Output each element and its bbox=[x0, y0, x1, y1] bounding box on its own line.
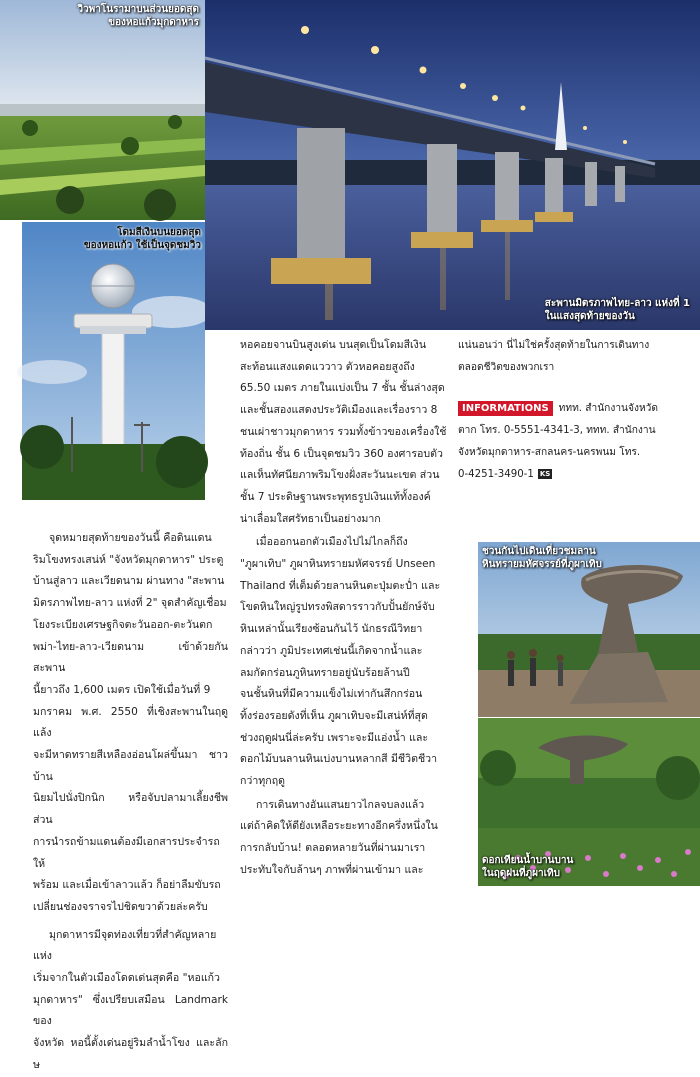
text-line: น่าเลื่อมใสศรัทธาเป็นอย่างมาก bbox=[240, 512, 381, 525]
text-line: แน่นอนว่า นี่ไม่ใช่ครั้งสุดท้ายในการเดินทาง bbox=[458, 340, 650, 351]
text-line: ตลอดชีวิตของพวกเรา bbox=[458, 361, 555, 373]
flowers-caption-line-1: ดอกเทียนน้ำบานบาน bbox=[482, 855, 574, 866]
col2-paragraph-c bbox=[240, 795, 465, 882]
text-line: เมื่อออกนอกตัวเมืองไปไม่ไกลก็ถึง bbox=[256, 536, 408, 549]
bridge-caption-line-2: ในแสงสุดท้ายของวัน bbox=[544, 311, 635, 322]
text-line: โขดหินใหญ่รูปทรงพิสดารราวกับปั้นยักษ์จับ bbox=[240, 601, 435, 614]
panorama-photo bbox=[0, 0, 205, 220]
flowers-caption bbox=[482, 854, 573, 880]
text-line: กล่าวว่า ภูมิประเทศเช่นนี้เกิดจากน้ำและ bbox=[240, 644, 423, 657]
text-line: การเดินทางอันแสนยาวไกลจบลงแล้ว bbox=[256, 798, 425, 811]
text-line: จุดหมายสุดท้ายของวันนี้ คือดินแดน bbox=[49, 532, 212, 544]
panorama-caption bbox=[77, 3, 199, 29]
bridge-caption-line-1: สะพานมิตรภาพไทย-ลาว แห่งที่ 1 bbox=[544, 298, 690, 309]
rock-caption-line-2: หินทรายมหัศจรรย์ที่ภูผาเทิบ bbox=[482, 559, 602, 570]
text-line: นิยมไปนั่งปิกนิก หรือจับปลามาเลี้ยงชีพ ส่วน bbox=[33, 792, 228, 827]
text-line: มิตรภาพไทย-ลาว แห่งที่ 2" จุดสำคัญเชื่อม bbox=[33, 597, 227, 610]
article-column-1 bbox=[33, 528, 228, 1077]
text-line: กว่าทุกฤดู bbox=[240, 775, 286, 788]
text-line: การนำรถข้ามแดนต้องมีเอกสารประจำรถให้ bbox=[33, 835, 220, 870]
text-line: พม่า-ไทย-ลาว-เวียดนาม เข้าด้วยกัน สะพาน bbox=[33, 640, 228, 675]
text-line: ชั้น 7 ประดิษฐานพระพุทธรูปเงินแท้ทั้งองค์ bbox=[240, 490, 431, 503]
text-line: มุกดาหาร" ซึ่งเปรียบเสมือน Landmark ของ bbox=[33, 993, 228, 1028]
info-line: ตาก โทร. 0-5551-4341-3, ททท. สำนักงาน bbox=[458, 425, 656, 437]
col1-paragraph-b bbox=[33, 925, 228, 1077]
text-line: Thailand ที่เต็มด้วยลานหินตะปุ่มตะป่ำ และ bbox=[240, 579, 441, 592]
tower-photo bbox=[22, 222, 205, 500]
ks-logo-badge: KS bbox=[539, 469, 551, 478]
text-line: มกราคม พ.ศ. 2550 ที่เชิงสะพานในฤดูแล้ง bbox=[33, 705, 228, 740]
article-column-2 bbox=[240, 335, 465, 882]
rock-caption bbox=[482, 545, 602, 571]
text-line: ประทับใจกับล้านๆ ภาพที่ผ่านเข้ามา และ bbox=[240, 863, 424, 876]
rock-caption-line-1: ชวนกันไปเดินเที่ยวชมลาน bbox=[482, 546, 596, 557]
info-line: 0-4251-3490-1 bbox=[458, 468, 534, 480]
text-line: ทิ้งร่องรอยดังที่เห็น ภูผาเทิบจะมีเสน่ห์ที่สุด bbox=[240, 709, 428, 722]
text-line: จังหวัด หอนี้ตั้งเด่นอยู่ริมลำน้ำโขง และลักษ bbox=[33, 1037, 228, 1071]
col1-paragraph-a bbox=[33, 528, 228, 919]
text-line: "ภูผาเทิบ" ภูผาหินทรายมหัศจรรย์ Unseen bbox=[240, 558, 436, 571]
text-line: เริ่มจากในตัวเมืองโดดเด่นสุดคือ "หอแก้ว bbox=[33, 972, 221, 985]
tower-caption-line-2: ของหอแก้ว ใช้เป็นจุดชมวิว bbox=[83, 240, 201, 251]
text-line: เปลี่ยนช่องจราจรไปชิดขวาด้วยล่ะครับ bbox=[33, 900, 208, 913]
flowers-caption-line-2: ในฤดูฝนที่ภูผาเทิบ bbox=[482, 868, 560, 879]
text-line: 65.50 เมตร ภายในแบ่งเป็น 7 ชั้น ชั้นล่างสุด bbox=[240, 382, 445, 395]
text-line: การกลับบ้าน! ตลอดหลายวันที่ผ่านมาเรา bbox=[240, 842, 426, 855]
info-line: ททท. สำนักงานจังหวัด bbox=[558, 403, 659, 415]
text-line: สะท้อนแสงแดดแววาว ตัวหอคอยสูงถึง bbox=[240, 360, 415, 373]
panorama-illustration bbox=[0, 0, 205, 220]
flowers-photo bbox=[478, 718, 700, 886]
rock-photo bbox=[478, 542, 700, 717]
informations-block bbox=[458, 398, 688, 485]
text-line: ริมโขงทรงเสน่ห์ "จังหวัดมุกดาหาร" ประตู bbox=[33, 553, 224, 566]
text-line: ช่วงฤดูฝนนี่ล่ะครับ เพราะจะมีแอ่งน้ำ และ bbox=[240, 731, 429, 744]
text-line: แลเห็นทัศนียภาพริมโขงฝั่งสะวันนะเขต ส่วน bbox=[240, 469, 440, 482]
tower-caption bbox=[84, 226, 201, 252]
bridge-caption bbox=[545, 297, 690, 323]
text-line: พร้อม และเมื่อเข้าลาวแล้ว ก็อย่าลืมขับรถ bbox=[33, 879, 221, 892]
col2-paragraph-a bbox=[240, 335, 465, 530]
text-line: ดอกไม้บนลานหินเบ่งบานหลากสี มีชีวิตชีวา bbox=[240, 753, 438, 766]
text-line: บ้านสู่ลาว และเวียดนาม ผ่านทาง "สะพาน bbox=[33, 575, 225, 588]
article-column-3 bbox=[458, 335, 688, 485]
text-line: จะมีหาดทรายสีเหลืองอ่อนโผล่ขึ้นมา ชาวบ้าน bbox=[33, 749, 228, 783]
bridge-photo bbox=[205, 0, 700, 330]
col2-paragraph-b bbox=[240, 532, 465, 792]
tower-caption-line-1: โดมสีเงินบนยอดสุด bbox=[117, 227, 201, 238]
text-line: โยงระเบียงเศรษฐกิจตะวันออก-ตะวันตก bbox=[33, 618, 213, 631]
text-line: นี้ยาวถึง 1,600 เมตร เปิดใช้เมื่อวันที่ 9 bbox=[33, 683, 211, 696]
text-line: หอคอยจานบินสูงเด่น บนสุดเป็นโดมสีเงิน bbox=[240, 339, 427, 351]
informations-label: INFORMATIONS bbox=[458, 401, 553, 416]
tower-illustration bbox=[22, 222, 205, 500]
text-line: จนชั้นหินที่มีความแข็งไม่เท่ากันสึกกร่อน bbox=[240, 688, 423, 701]
bridge-illustration bbox=[205, 0, 700, 330]
text-line: ท้องถิ่น ชั้น 6 เป็นจุดชมวิว 360 องศารอบตัว bbox=[240, 447, 443, 460]
info-line: จังหวัดมุกดาหาร-สกลนคร-นครพนม โทร. bbox=[458, 446, 641, 458]
text-line: แต่ถ้าคิดให้ดียังเหลือระยะทางอีกครึ่งหนึ่งใน bbox=[240, 820, 438, 833]
text-line: และชั้นสองแสดงประวัติเมืองและเรื่องราว 8 bbox=[240, 404, 438, 417]
panorama-caption-line-1: วิวพาโนรามาบนส่วนยอดสุด bbox=[77, 4, 199, 15]
text-line: หินเหล่านั้นเรียงซ้อนกันไว้ นักธรณีวิทยา bbox=[240, 623, 423, 636]
text-line: ชนเผ่าชาวมุกดาหาร รวมทั้งข้าวของเครื่องใช้ bbox=[240, 425, 447, 438]
panorama-caption-line-2: ของหอแก้วมุกดาหาร bbox=[108, 17, 199, 28]
text-line: มุกดาหารมีจุดท่องเที่ยวที่สำคัญหลายแห่ง bbox=[33, 928, 217, 963]
text-line: ลมกัดกร่อนภูหินทรายอยู่นับร้อยล้านปี bbox=[240, 666, 410, 679]
